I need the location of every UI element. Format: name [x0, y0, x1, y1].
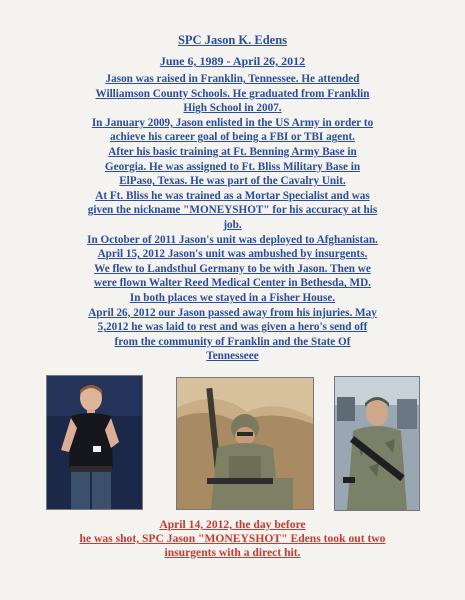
- bio-line: We flew to Landsthul Germany to be with Jason. Then we: [94, 262, 371, 275]
- bio-line: achieve his career goal of being a FBI or TBI agent.: [110, 131, 355, 144]
- bio-line: At Ft. Bliss he was trained as a Mortar Specialist and was: [95, 189, 370, 202]
- bio-line: In both places we stayed in a Fisher House.: [129, 291, 336, 304]
- photo-portrait: [46, 375, 143, 510]
- bio-line: Tennesseee: [206, 350, 259, 363]
- photo-soldier-rifle: [334, 376, 420, 511]
- bio-line: job.: [223, 218, 242, 231]
- bio-line: In October of 2011 Jason's unit was deployed to Afghanistan.: [87, 233, 378, 246]
- bio-line: Georgia. He was assigned to Ft. Bliss Military Base in: [104, 160, 361, 173]
- life-dates: June 6, 1989 - April 26, 2012: [159, 54, 306, 68]
- photo-soldier-desert: [176, 377, 314, 510]
- bio-line: given the nickname "MONEYSHOT" for his accuracy at his: [87, 204, 378, 217]
- bio-line: 5,2012 he was laid to rest and was given a hero's send off: [97, 321, 368, 334]
- bio-line: April 15, 2012 Jason's unit was ambushed by insurgents.: [97, 248, 368, 261]
- biography-text: [10, 72, 455, 364]
- bio-line: Williamson County Schools. He graduated from Franklin: [95, 87, 370, 100]
- caption-line: he was shot, SPC Jason "MONEYSHOT" Edens took out two: [79, 532, 386, 545]
- bio-line: April 26, 2012 our Jason passed away from his injuries. May: [88, 306, 377, 319]
- page-title: SPC Jason K. Edens: [177, 33, 288, 47]
- bio-line: In January 2009, Jason enlisted in the US Army in order to: [91, 116, 374, 129]
- bio-line: ElPaso, Texas. He was part of the Cavalry Unit.: [119, 175, 346, 188]
- desert-soldier-illustration: [177, 378, 313, 509]
- portrait-illustration: [47, 376, 142, 509]
- caption-line: April 14, 2012, the day before: [159, 518, 306, 531]
- bio-line: Jason was raised in Franklin, Tennessee. He attended: [105, 73, 360, 85]
- rifle-soldier-illustration: [335, 377, 419, 510]
- bio-line: High School in 2007.: [183, 102, 282, 115]
- bio-line: After his basic training at Ft. Benning Army Base in: [108, 145, 357, 158]
- caption-line: insurgents with a direct hit.: [164, 546, 301, 559]
- bio-line: were flown Walter Reed Medical Center in Bethesda, MD.: [94, 277, 371, 290]
- bio-line: from the community of Franklin and the State Of: [114, 335, 351, 348]
- photo-caption: [0, 518, 465, 560]
